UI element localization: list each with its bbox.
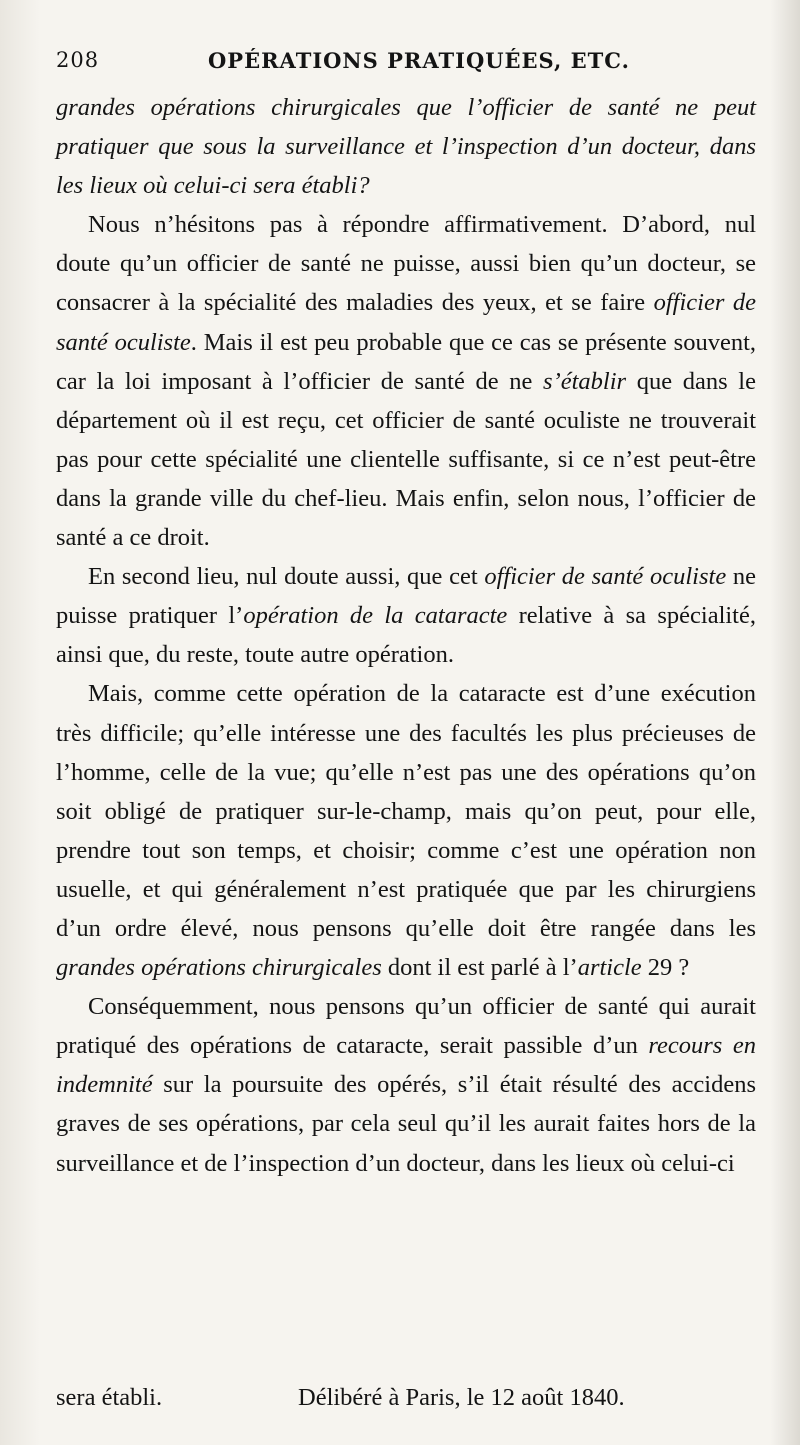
page-header (56, 44, 756, 78)
text-run: dont il est parlé à l’ (381, 954, 578, 982)
text-run: ne puisse pratiquer l’ (56, 563, 756, 630)
running-title: OPÉRATIONS PRATIQUÉES, ETC. (208, 48, 630, 73)
paragraph-question-end (56, 88, 756, 205)
signoff-last-words: sera établi. (56, 1384, 163, 1411)
text-run: Nous n’hésitons pas à répondre affirmativement. D’abord, nul doute qu’un officier de santé ne puisse, aussi bien qu’un docteur, se consacrer à la spécialité des maladies des yeux, et se faire (56, 211, 756, 317)
body-text (56, 88, 756, 1183)
italic-text: s’établir (543, 367, 627, 395)
paragraph-affirmative (56, 205, 756, 557)
signoff-line (56, 1378, 756, 1417)
italic-text: article (577, 954, 642, 982)
text-run: En second lieu, nul doute aussi, que cet (88, 563, 485, 591)
paragraph-cataract (56, 674, 756, 987)
text-run: Mais, comme cette opération de la cataracte est d’une exécution très difficile; qu’elle intéresse une des facultés les plus précieuses de l’homme, celle de la vue; qu’elle n’est pas une des opérations qu’on soit obligé de pratiquer sur-le-champ, mais qu’on peut, pour elle, prendre tout son temps, et choisir; comme c’est une opération non usuelle, et qui généralement n’est pratiquée que par les chirurgiens d’un ordre élevé, nous pensons qu’elle doit être rangée dans les (56, 680, 756, 942)
text-run: sur la poursuite des opérés, s’il était résulté des accidens graves de ses opérations, par cela seul qu’il les aurait faites hors de la surveillance et de l’inspection d’un docteur, dans les lieux où celui-ci (56, 1071, 756, 1177)
italic-text: recours en indemnité (56, 1032, 756, 1099)
text-run: . Mais il est peu probable que ce cas se présente souvent, car la loi imposant à l’officier de santé de ne (56, 328, 756, 395)
text-run: Conséquemment, nous pensons qu’un officier de santé qui aurait pratiqué des opérations de cataracte, serait passible d’un (56, 993, 756, 1060)
paragraph-second-place (56, 557, 756, 674)
italic-text: opération de la cataracte (243, 602, 508, 630)
italic-text: officier de santé oculiste (56, 289, 756, 356)
page-number: 208 (56, 48, 100, 72)
text-run: que dans le département où il est reçu, cet officier de santé oculiste ne trouverait pas pour cette spécialité une clientelle suffisante, si ce n’est peut-être dans la grande ville du chef-lieu. Mais enfin, selon nous, l’officier de santé a ce droit. (56, 367, 756, 552)
text-run: relative à sa spécialité, ainsi que, du reste, toute autre opération. (56, 602, 756, 669)
italic-text: grandes opérations chirurgicales (56, 954, 382, 982)
italic-text: officier de santé oculiste (484, 563, 727, 591)
italic-text: grandes opérations chirurgicales que l’officier de santé ne peut pratiquer que sous la surveillance et l’inspection d’un docteur, dans les lieux où celui-ci sera établi? (56, 94, 756, 200)
deliberation-date: Délibéré à Paris, le 12 août 1840. (298, 1384, 625, 1411)
paragraph-consequently (56, 987, 756, 1182)
text-run: 29 ? (641, 954, 690, 982)
